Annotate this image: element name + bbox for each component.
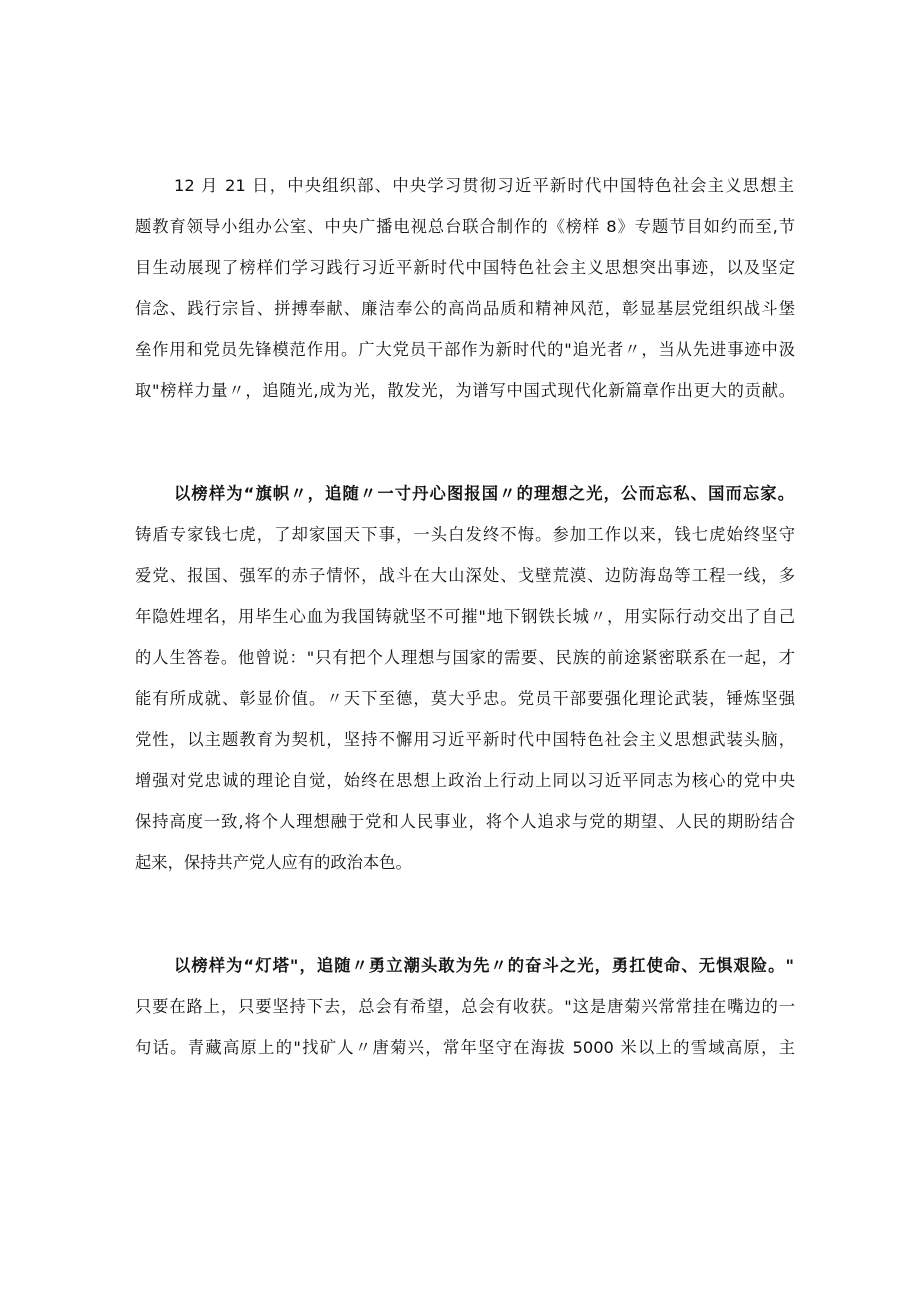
- paragraph-line: 句话。青藏高原上的"找矿人〃唐菊兴，常年坚守在海拔 5000 米以上的雪域高原，主: [135, 1038, 795, 1057]
- paragraph-line: 垒作用和党员先锋模范作用。广大党员干部作为新时代的"追光者〃，当从先进事迹中汲: [135, 340, 795, 359]
- paragraph-line: 信念、践行宗旨、拼搏奉献、廉洁奉公的高尚品质和精神风范，彰显基层党组织战斗堡: [135, 299, 795, 318]
- paragraph-line: 取"榜样力量〃，追随光,成为光，散发光，为谱写中国式现代化新篇章作出更大的贡献。: [135, 381, 795, 400]
- paragraph-line: 的人生答卷。他曾说："只有把个人理想与国家的需要、民族的前途紧密联系在一起，才: [135, 648, 795, 667]
- paragraph-line: 目生动展现了榜样们学习践行习近平新时代中国特色社会主义思想突出事迹，以及坚定: [135, 258, 795, 277]
- paragraph-line: 起来，保持共产党人应有的政治本色。: [135, 853, 412, 872]
- paragraph-line: 只要在路上，只要坚持下去，总会有希望，总会有收获。"这是唐菊兴常常挂在嘴边的一: [135, 997, 795, 1016]
- paragraph-line: 爱党、报国、强军的赤子情怀，战斗在大山深处、戈壁荒漠、边防海岛等工程一线，多: [135, 566, 795, 585]
- paragraph-line: 铸盾专家钱七虎，了却家国天下事，一头白发终不悔。参加工作以来，钱七虎始终坚守: [135, 525, 795, 544]
- paragraph-line: 能有所成就、彰显价值。〃天下至德，莫大乎忠。党员干部要强化理论武装，锤炼坚强: [135, 689, 795, 708]
- paragraph-line: 年隐姓埋名，用毕生心血为我国铸就坚不可摧"地下钢铁长城〃，用实际行动交出了自己: [135, 607, 795, 626]
- paragraph-line: 增强对党忠诚的理论自觉，始终在思想上政治上行动上同以习近平同志为核心的党中央: [135, 771, 795, 790]
- paragraph-line: 题教育领导小组办公室、中央广播电视总台联合制作的《榜样 8》专题节目如约而至,节: [135, 217, 795, 236]
- paragraph-line: 党性，以主题教育为契机，坚持不懈用习近平新时代中国特色社会主义思想武装头脑，: [135, 730, 795, 749]
- paragraph-heading-line: 以榜样为“灯塔"，追随〃勇立潮头敢为先〃的奋斗之光，勇扛使命、无惧艰险。": [174, 956, 794, 975]
- paragraph-heading-line: 以榜样为“旗帜〃，追随〃一寸丹心图报国〃的理想之光，公而忘私、国而忘家。: [174, 484, 794, 503]
- paragraph-line: 12 月 21 日，中央组织部、中央学习贯彻习近平新时代中国特色社会主义思想主: [174, 176, 794, 195]
- paragraph-line: 保持高度一致,将个人理想融于党和人民事业，将个人追求与党的期望、人民的期盼结合: [135, 812, 795, 831]
